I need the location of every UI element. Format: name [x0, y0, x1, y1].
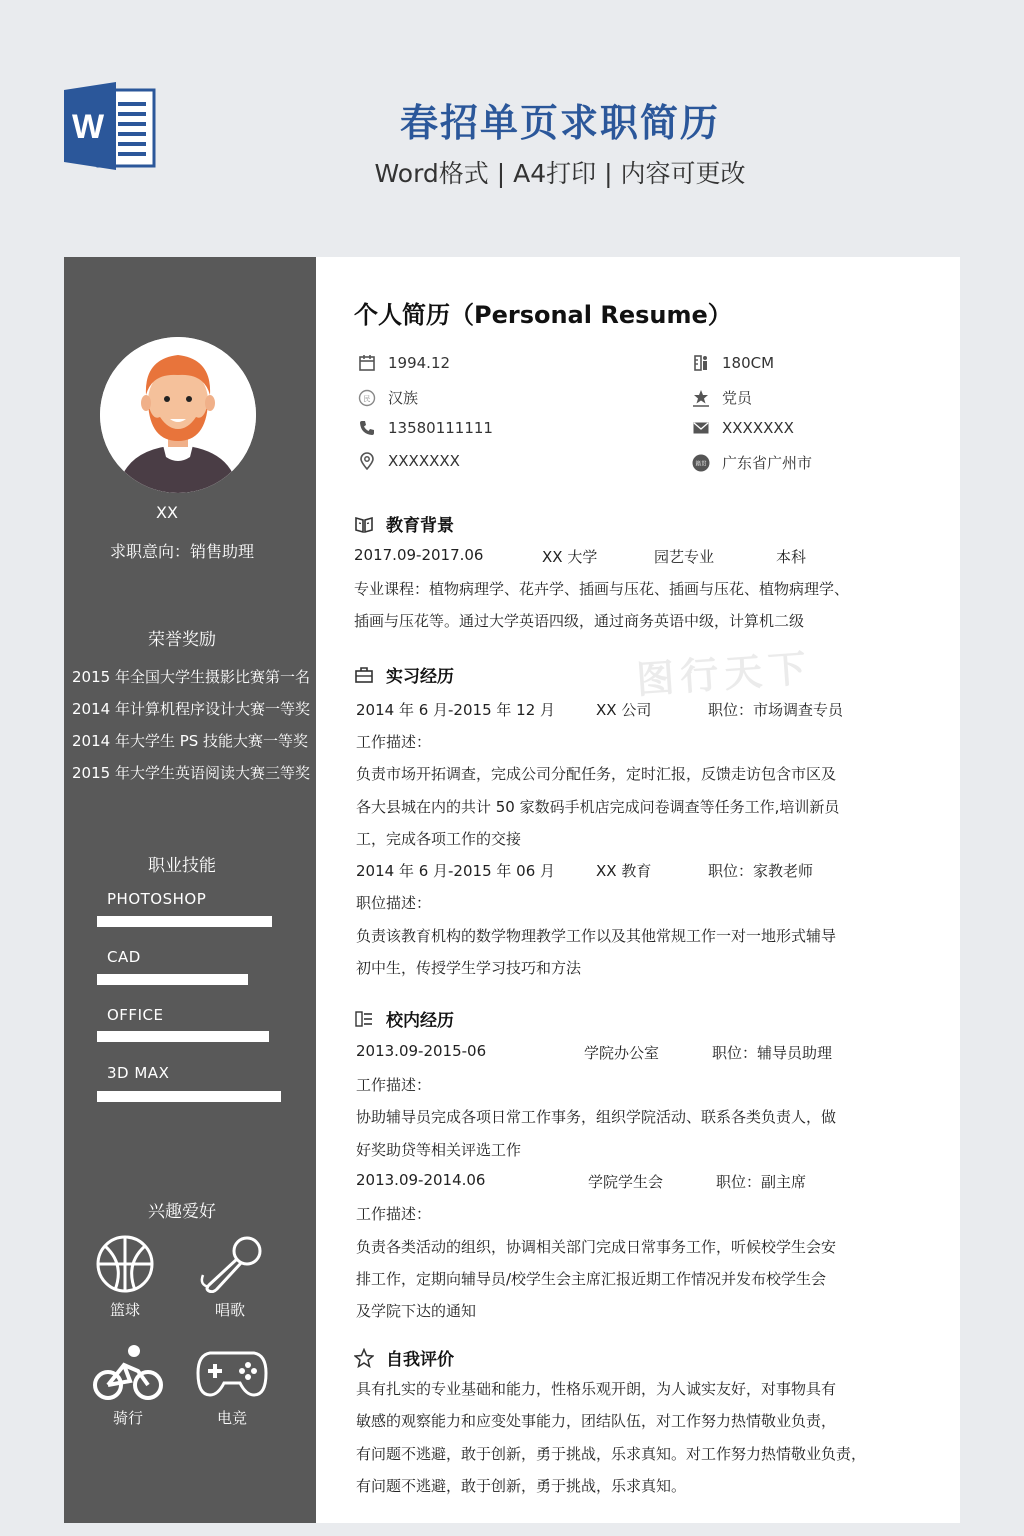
education-heading [354, 511, 454, 536]
briefcase-icon [354, 665, 374, 685]
page-subtitle: Word格式 | A4打印 | 内容可更改 [374, 159, 746, 188]
gamepad-icon [196, 1343, 268, 1401]
campus-org: 学院学生会 [588, 1173, 664, 1191]
info-email [692, 419, 794, 437]
phone-icon [358, 419, 376, 437]
skill-label: 3D MAX [107, 1064, 170, 1082]
campus-position: 职位：副主席 [716, 1173, 807, 1191]
resume-sheet [64, 257, 960, 1523]
skills-heading: 职业技能 [148, 856, 216, 876]
resume-sidebar [64, 257, 316, 1523]
campus-desc-line: 负责各类活动的组织，协调相关部门完成日常事务工作，听候校学生会安 [356, 1238, 837, 1256]
mail-icon [692, 419, 710, 437]
info-phone-value: 13580111111 [388, 419, 493, 437]
basketball-icon [93, 1235, 157, 1293]
skill-label: OFFICE [107, 1006, 164, 1024]
hobby-label: 篮球 [109, 1301, 140, 1319]
job-desc-label: 职位描述： [356, 894, 432, 912]
education-line: 插画与压花等。通过大学英语四级，通过商务英语中级，计算机二级 [354, 612, 805, 630]
book-icon [354, 514, 374, 534]
campus-period: 2013.09-2014.06 [356, 1171, 486, 1189]
award-item: 2015 年大学生英语阅读大赛三等奖 [72, 764, 310, 782]
job-desc-line: 负责该教育机构的数学物理教学工作以及其他常规工作一对一地形式辅导 [356, 927, 837, 945]
native-place-badge-icon [692, 454, 710, 472]
campus-period: 2013.09-2015-06 [356, 1042, 487, 1060]
resume-title: 个人简历（Personal Resume） [354, 301, 732, 329]
education-period: 2017.09-2017.06 [354, 546, 484, 564]
self-eval-line: 有问题不逃避，敢于创新，勇于挑战，乐求真知。 [356, 1477, 687, 1495]
self-eval-line: 敏感的观察能力和应变处事能力，团结队伍，对工作努力热情敬业负责， [356, 1412, 837, 1430]
award-item: 2014 年大学生 PS 技能大赛一等奖 [72, 732, 309, 750]
campus-list-icon [354, 1009, 374, 1029]
info-height-value: 180CM [722, 354, 775, 372]
hobby-cycling [88, 1343, 168, 1428]
hobby-singing [190, 1235, 270, 1320]
hobbies-heading: 兴趣爱好 [148, 1202, 216, 1222]
info-birth-value: 1994.12 [388, 354, 451, 372]
job-company: XX 教育 [596, 862, 652, 880]
skill-bar [97, 916, 272, 927]
hobby-label: 唱歌 [214, 1301, 245, 1319]
job-company: XX 公司 [596, 701, 652, 719]
info-native [692, 452, 812, 473]
job-period: 2014 年 6 月-2015 年 06 月 [356, 862, 555, 880]
info-height [692, 354, 774, 372]
job-desc-line: 初中生，传授学生学习技巧和方法 [356, 959, 582, 977]
job-position: 职位：市场调查专员 [708, 701, 844, 719]
education-major: 园艺专业 [654, 548, 715, 566]
svg-text:民: 民 [363, 394, 371, 403]
info-birth [358, 354, 450, 372]
campus-org: 学院办公室 [584, 1044, 660, 1062]
awards-heading: 荣誉奖励 [148, 630, 216, 650]
ethnicity-icon [358, 389, 376, 407]
campus-desc-line: 好奖助贷等相关评选工作 [356, 1141, 522, 1159]
info-ethnicity [358, 387, 418, 408]
award-item: 2014 年计算机程序设计大赛一等奖 [72, 700, 310, 718]
job-desc-label: 工作描述： [356, 733, 432, 751]
avatar [100, 337, 256, 493]
skill-bar [97, 1031, 269, 1042]
skill-label: PHOTOSHOP [107, 890, 207, 908]
campus-desc-label: 工作描述： [356, 1076, 432, 1094]
campus-position: 职位：辅导员助理 [712, 1044, 833, 1062]
campus-desc-label: 工作描述： [356, 1205, 432, 1223]
internship-heading-label: 实习经历 [386, 667, 454, 687]
job-intent: 求职意向：销售助理 [109, 542, 254, 561]
info-address-value: XXXXXXX [388, 452, 460, 470]
cyclist-icon [92, 1343, 164, 1401]
skill-label: CAD [107, 948, 141, 966]
info-phone [358, 419, 493, 437]
star-icon [354, 1348, 374, 1368]
word-logo-letter: W [71, 108, 105, 146]
info-politics-value: 党员 [722, 389, 753, 407]
education-line: 专业课程：植物病理学、花卉学、插画与压花、插画与压花、植物病理学、 [354, 580, 850, 598]
hobby-esports [192, 1343, 272, 1428]
skill-bar [97, 974, 248, 985]
education-school: XX 大学 [542, 548, 598, 566]
party-icon [692, 389, 710, 407]
education-degree: 本科 [776, 548, 807, 566]
info-politics [692, 387, 752, 408]
calendar-icon [358, 354, 376, 372]
microphone-icon [195, 1235, 265, 1293]
info-address [358, 452, 460, 470]
award-item: 2015 年全国大学生摄影比赛第一名 [72, 668, 310, 686]
internship-heading [354, 662, 454, 687]
info-email-value: XXXXXXX [722, 419, 794, 437]
campus-heading-label: 校内经历 [386, 1011, 454, 1031]
job-desc-line: 工，完成各项工作的交接 [356, 830, 522, 848]
job-desc-line: 各大县城在内的共计 50 家数码手机店完成问卷调查等任务工作,培训新员 [356, 798, 840, 816]
candidate-name: XX [156, 503, 178, 522]
self-eval-line: 具有扎实的专业基础和能力，性格乐观开朗，为人诚实友好，对事物具有 [356, 1380, 837, 1398]
hobby-basketball [85, 1235, 165, 1320]
resume-main [316, 257, 960, 1523]
hobby-label: 电竞 [216, 1409, 247, 1427]
campus-heading [354, 1006, 454, 1031]
info-ethnicity-value: 汉族 [388, 389, 419, 407]
job-position: 职位：家教老师 [708, 862, 814, 880]
location-pin-icon [358, 452, 376, 470]
self-eval-heading [354, 1345, 454, 1370]
native-badge-text: 籍贯 [695, 461, 707, 467]
self-eval-line: 有问题不逃避，敢于创新，勇于挑战，乐求真知。对工作努力热情敬业负责， [356, 1445, 867, 1463]
campus-desc-line: 排工作，定期向辅导员/校学生会主席汇报近期工作情况并发布校学生会 [356, 1270, 827, 1288]
page-title: 春招单页求职简历 [399, 101, 720, 145]
watermark: 图行天下 [634, 645, 814, 703]
job-period: 2014 年 6 月-2015 年 12 月 [356, 701, 555, 719]
height-icon [692, 354, 710, 372]
info-native-value: 广东省广州市 [722, 454, 813, 472]
skill-bar [97, 1091, 281, 1102]
hobby-label: 骑行 [112, 1409, 143, 1427]
self-eval-heading-label: 自我评价 [386, 1350, 454, 1370]
campus-desc-line: 协助辅导员完成各项日常工作事务，组织学院活动、联系各类负责人，做 [356, 1108, 837, 1126]
education-heading-label: 教育背景 [386, 516, 454, 536]
job-desc-line: 负责市场开拓调查，完成公司分配任务，定时汇报，反馈走访包含市区及 [356, 765, 837, 783]
word-logo-icon [64, 82, 156, 170]
campus-desc-line: 及学院下达的通知 [356, 1302, 477, 1320]
avatar-illustration [100, 337, 256, 493]
